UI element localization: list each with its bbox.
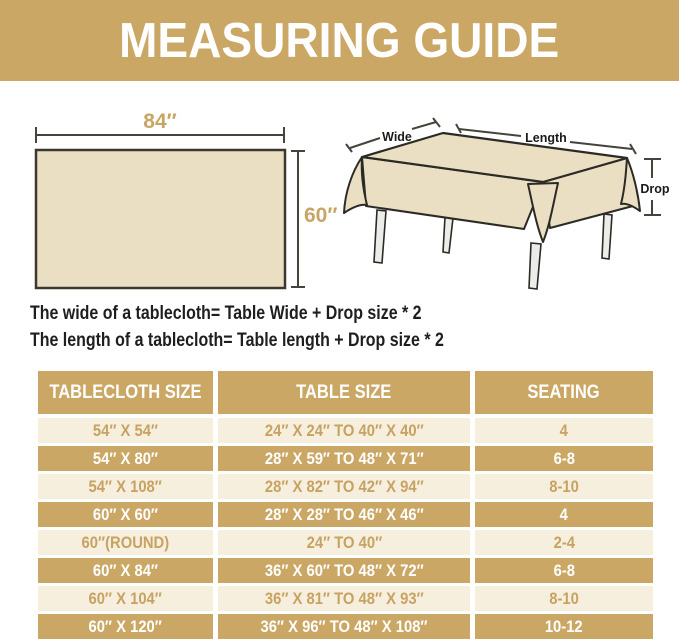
table-size-cell: 28″ X 59″ TO 48″ X 71″: [218, 446, 470, 471]
table-size-cell: 36″ X 81″ TO 48″ X 93″: [218, 586, 470, 611]
table-size-cell: 28″ X 28″ TO 46″ X 46″: [218, 502, 470, 527]
flat-tablecloth-diagram: [10, 95, 338, 303]
header-table-size: TABLE SIZE: [218, 371, 470, 414]
draped-table-diagram: [335, 95, 679, 295]
tablecloth-size-cell: 60″(ROUND): [38, 530, 213, 555]
page-title: MEASURING GUIDE: [119, 13, 560, 68]
length-label: Length: [525, 131, 567, 145]
table-size-cell: 28″ X 82″ TO 42″ X 94″: [218, 474, 470, 499]
seating-cell: 2-4: [475, 530, 653, 555]
wide-label: Wide: [382, 130, 412, 144]
seating-cell: 6-8: [475, 446, 653, 471]
table-size-cell: 36″ X 96″ TO 48″ X 108″: [218, 614, 470, 639]
tablecloth-drape: [344, 133, 640, 242]
table-row: [38, 418, 653, 443]
tablecloth-size-cell: 54″ X 108″: [38, 474, 213, 499]
banner: [0, 0, 679, 81]
tablecloth-size-cell: 60″ X 60″: [38, 502, 213, 527]
seating-cell: 8-10: [475, 474, 653, 499]
tablecloth-size-cell: 60″ X 104″: [38, 586, 213, 611]
seating-cell: 10-12: [475, 614, 653, 639]
table-body: [38, 418, 653, 639]
table-header-row: [38, 371, 653, 414]
table-row: [38, 586, 653, 611]
seating-cell: 8-10: [475, 586, 653, 611]
tablecloth-size-cell: 60″ X 120″: [38, 614, 213, 639]
height-measure-line: [291, 151, 305, 287]
table-size-cell: 24″ TO 40″: [218, 530, 470, 555]
table-row: [38, 446, 653, 471]
size-table: [38, 371, 653, 639]
height-dimension-label: 60″: [304, 204, 338, 227]
header-tablecloth-size: TABLECLOTH SIZE: [38, 371, 213, 414]
seating-cell: 4: [475, 418, 653, 443]
formula-section: [30, 300, 523, 354]
width-formula: The wide of a tablecloth= Table Wide + Drop size * 2: [30, 302, 422, 324]
length-formula: The length of a tablecloth= Table length + Drop size * 2: [30, 329, 444, 351]
table-row: [38, 530, 653, 555]
table-size-cell: 36″ X 60″ TO 48″ X 72″: [218, 558, 470, 583]
table-row: [38, 502, 653, 527]
table-row: [38, 558, 653, 583]
seating-cell: 6-8: [475, 558, 653, 583]
tablecloth-rectangle: [36, 150, 285, 288]
tablecloth-size-cell: 54″ X 54″: [38, 418, 213, 443]
table-row: [38, 474, 653, 499]
table-size-cell: 24″ X 24″ TO 40″ X 40″: [218, 418, 470, 443]
table-row: [38, 614, 653, 639]
header-seating: SEATING: [475, 371, 653, 414]
tablecloth-size-cell: 54″ X 80″: [38, 446, 213, 471]
tablecloth-size-cell: 60″ X 84″: [38, 558, 213, 583]
width-dimension-label: 84″: [143, 110, 177, 133]
seating-cell: 4: [475, 502, 653, 527]
drop-label: Drop: [640, 182, 670, 196]
